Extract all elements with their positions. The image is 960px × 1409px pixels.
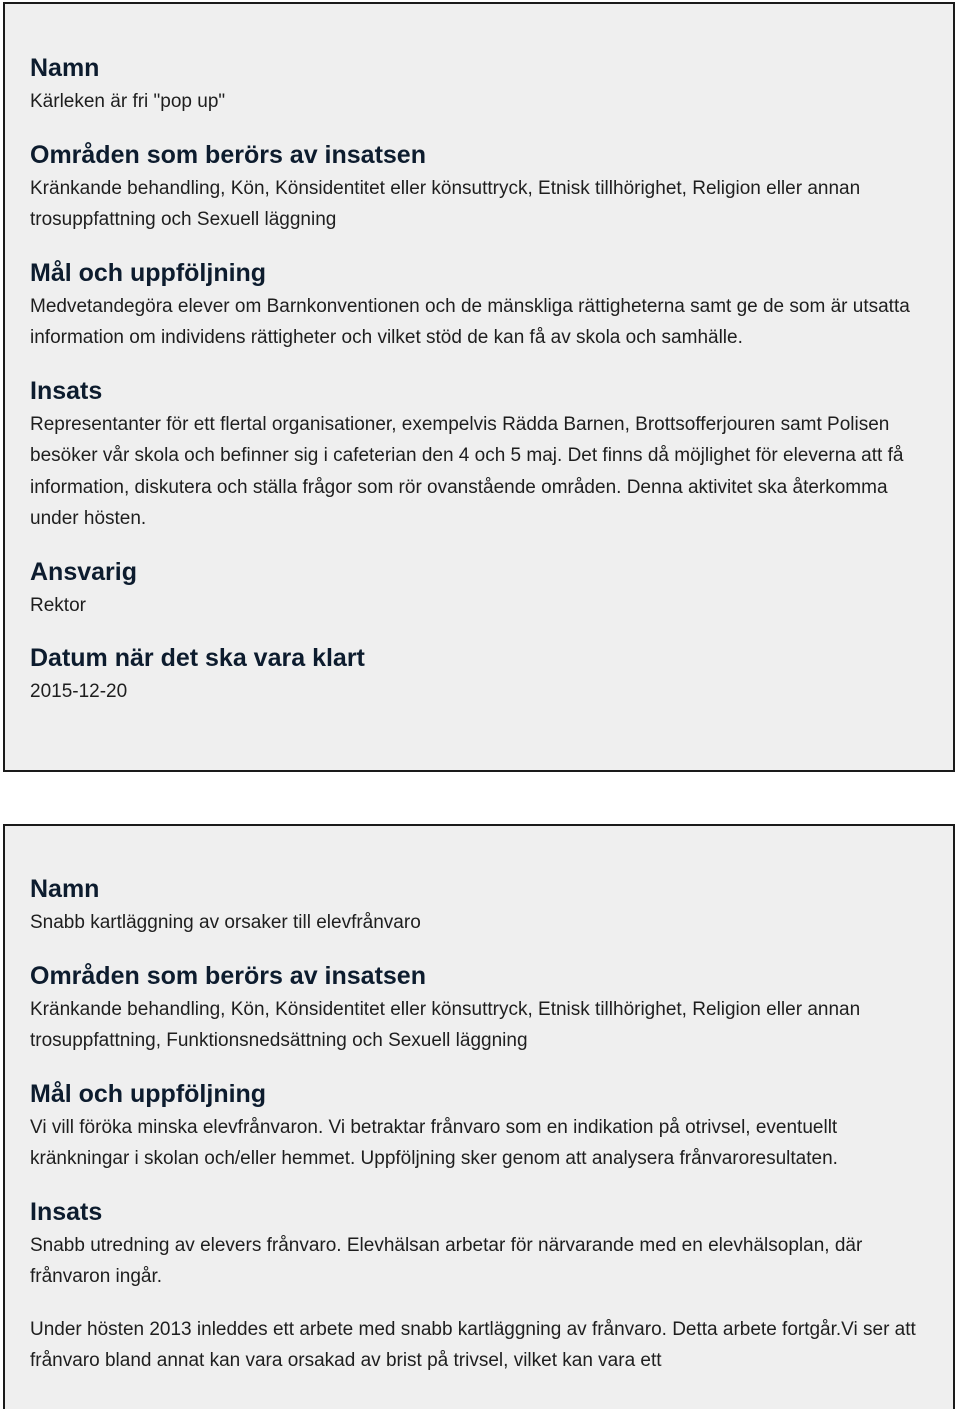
section-datum (30, 642, 935, 708)
section-text: Medvetandegöra elever om Barnkonventionen och de mänskliga rättigheterna samt ge de som är utsatta information om individens rättigheter och vilket stöd de kan få av skola och samhälle. (30, 295, 910, 348)
section-omraden (30, 139, 935, 236)
section-text: 2015-12-20 (30, 681, 128, 702)
section-text: Snabb kartläggning av orsaker till elevfrånvaro (30, 912, 421, 933)
card-content (30, 873, 935, 1398)
section-heading: Mål och uppföljning (30, 258, 267, 287)
section-mal (30, 1078, 935, 1175)
section-ansvarig (30, 556, 935, 622)
action-card-1 (3, 2, 955, 772)
action-card-2 (3, 824, 955, 1409)
card-content (30, 52, 935, 729)
section-text: Kärleken är fri "pop up" (30, 91, 226, 112)
section-heading: Mål och uppföljning (30, 1079, 267, 1108)
section-heading: Insats (30, 1197, 103, 1226)
section-text: Vi vill föröka minska elevfrånvaron. Vi betraktar frånvaro som en indikation på otrivsel, eventuellt kränkningar i skolan och/eller hemmet. Uppföljning sker genom att analysera frånvaroresultaten. (30, 1116, 838, 1169)
section-heading: Områden som berörs av insatsen (30, 140, 426, 169)
section-insats (30, 1196, 935, 1377)
section-text: Snabb utredning av elevers frånvaro. Elevhälsan arbetar för närvarande med en elevhälsoplan, där frånvaron ingår. (30, 1234, 863, 1287)
section-heading: Insats (30, 376, 103, 405)
section-heading: Datum när det ska vara klart (30, 644, 365, 672)
section-mal (30, 257, 935, 354)
section-heading: Områden som berörs av insatsen (30, 961, 426, 990)
section-namn (30, 52, 935, 118)
section-text: Kränkande behandling, Kön, Könsidentitet eller könsuttryck, Etnisk tillhörighet, Religion eller annan trosuppfattning, Funktionsnedsättning och Sexuell läggning (30, 998, 861, 1051)
section-heading: Namn (30, 54, 100, 82)
section-heading: Namn (30, 875, 100, 903)
section-text-continued: Under hösten 2013 inleddes ett arbete med snabb kartläggning av frånvaro. Detta arbete fortgår.Vi ser att frånvaro bland annat kan vara orsakad av brist på trivsel, vilket kan vara ett (30, 1318, 916, 1371)
section-insats (30, 375, 935, 535)
section-omraden (30, 960, 935, 1057)
section-heading: Ansvarig (30, 557, 137, 586)
section-text: Rektor (30, 594, 86, 616)
section-namn (30, 873, 935, 939)
section-text: Kränkande behandling, Kön, Könsidentitet eller könsuttryck, Etnisk tillhörighet, Religion eller annan trosuppfattning och Sexuell läggning (30, 177, 861, 230)
section-text: Representanter för ett flertal organisationer, exempelvis Rädda Barnen, Brottsofferjouren samt Polisen besöker vår skola och befinner sig i cafeterian den 4 och 5 maj. Det finns då möjlighet för eleverna att få information, diskutera och ställa frågor som rör ovanstående områden. Denna aktivitet ska återkomma under hösten. (30, 413, 904, 529)
